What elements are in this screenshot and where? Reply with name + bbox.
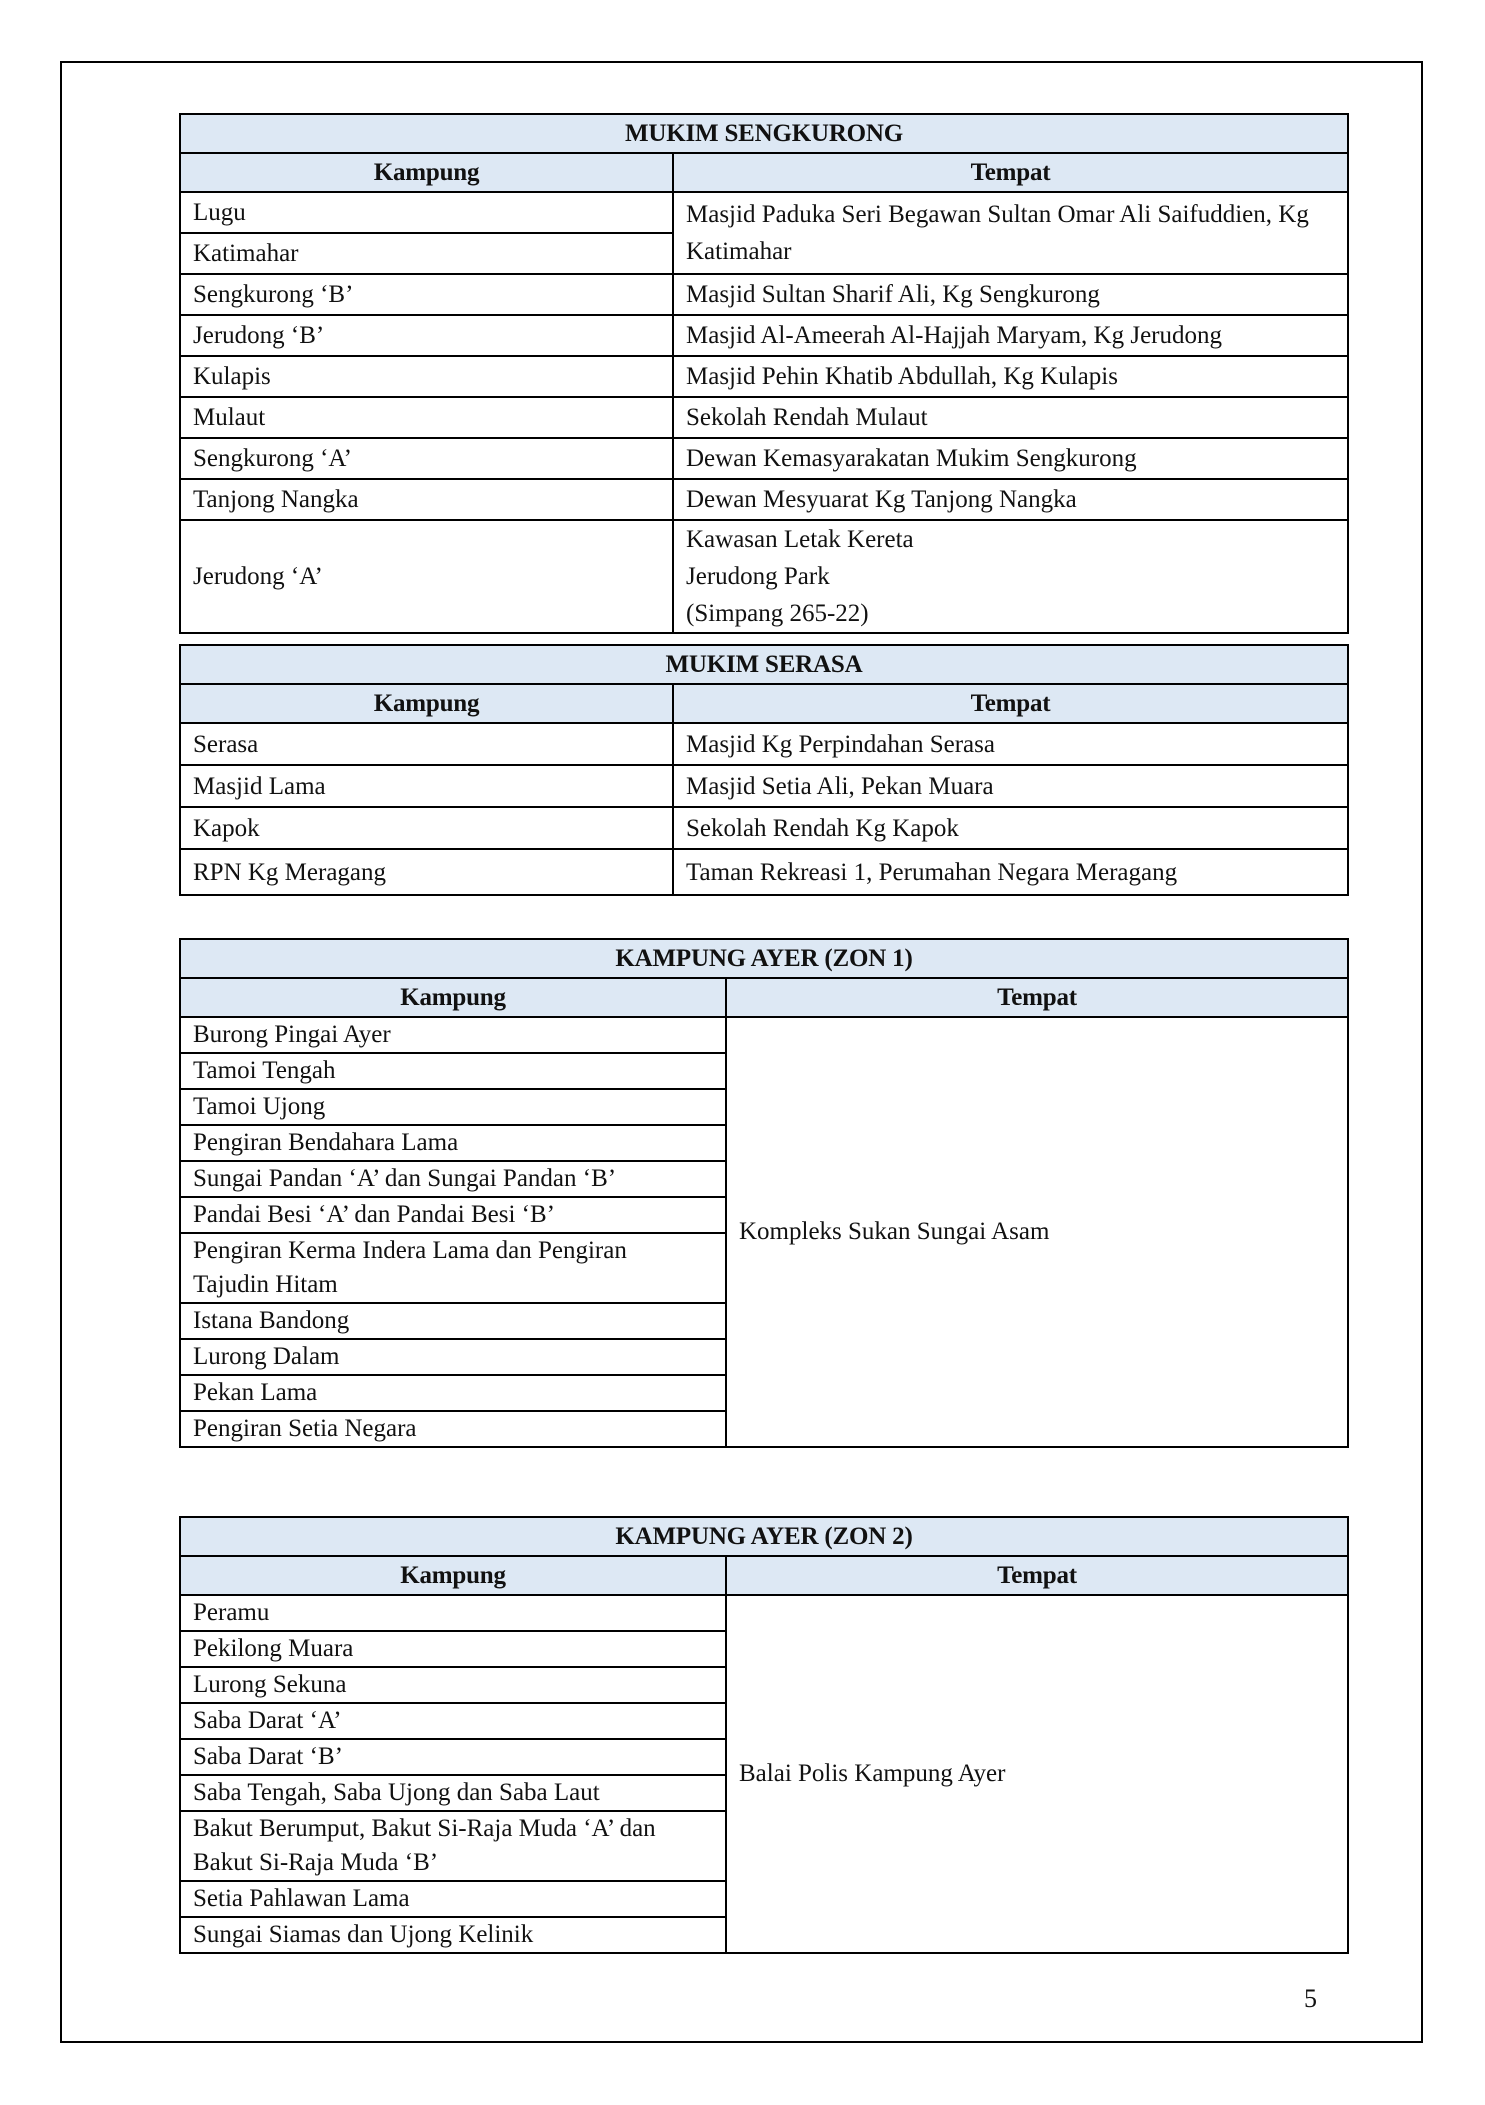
table-mukim-sengkurong [179, 113, 1349, 634]
kampung-cell: Sengkurong ‘B’ [180, 274, 673, 315]
kampung-cell: Katimahar [180, 233, 673, 274]
kampung-cell: Pengiran Setia Negara [180, 1411, 726, 1447]
tempat-cell: Masjid Paduka Seri Begawan Sultan Omar Ali Saifuddien, Kg Katimahar [673, 192, 1348, 274]
kampung-cell: Lurong Dalam [180, 1339, 726, 1375]
table-kampung-ayer-zon-1 [179, 938, 1349, 1448]
table-row [180, 397, 1348, 438]
tempat-cell: Masjid Sultan Sharif Ali, Kg Sengkurong [673, 274, 1348, 315]
table-row [180, 438, 1348, 479]
column-header-kampung: Kampung [180, 1556, 726, 1595]
kampung-cell: Setia Pahlawan Lama [180, 1881, 726, 1917]
tempat-cell: Sekolah Rendah Mulaut [673, 397, 1348, 438]
table-row [180, 849, 1348, 895]
column-header-tempat: Tempat [673, 153, 1348, 192]
kampung-cell: Burong Pingai Ayer [180, 1017, 726, 1053]
tempat-cell: Taman Rekreasi 1, Perumahan Negara Meragang [673, 849, 1348, 895]
kampung-cell: Serasa [180, 723, 673, 765]
kampung-cell: Pekan Lama [180, 1375, 726, 1411]
table-row [180, 1017, 1348, 1053]
tempat-cell: Kawasan Letak Kereta Jerudong Park (Simpang 265-22) [673, 520, 1348, 633]
page-number: 5 [1304, 1984, 1317, 2013]
kampung-cell: Pekilong Muara [180, 1631, 726, 1667]
kampung-cell: Kulapis [180, 356, 673, 397]
table-mukim-serasa [179, 644, 1349, 896]
column-header-tempat: Tempat [726, 1556, 1348, 1595]
kampung-cell: Kapok [180, 807, 673, 849]
kampung-cell: Masjid Lama [180, 765, 673, 807]
column-header-kampung: Kampung [180, 978, 726, 1017]
kampung-cell: Pengiran Bendahara Lama [180, 1125, 726, 1161]
kampung-cell: Jerudong ‘A’ [180, 520, 673, 633]
table-row [180, 315, 1348, 356]
table-title: KAMPUNG AYER (ZON 2) [180, 1517, 1348, 1556]
kampung-cell: Tamoi Tengah [180, 1053, 726, 1089]
kampung-cell: Peramu [180, 1595, 726, 1631]
kampung-cell: Tanjong Nangka [180, 479, 673, 520]
table-row [180, 807, 1348, 849]
tempat-cell: Masjid Kg Perpindahan Serasa [673, 723, 1348, 765]
kampung-cell: Saba Darat ‘B’ [180, 1739, 726, 1775]
table-row [180, 479, 1348, 520]
column-header-kampung: Kampung [180, 684, 673, 723]
table-title: MUKIM SENGKURONG [180, 114, 1348, 153]
tempat-cell: Kompleks Sukan Sungai Asam [726, 1017, 1348, 1447]
kampung-cell: Jerudong ‘B’ [180, 315, 673, 356]
table-row [180, 356, 1348, 397]
tempat-cell: Balai Polis Kampung Ayer [726, 1595, 1348, 1953]
table-title: MUKIM SERASA [180, 645, 1348, 684]
kampung-cell: RPN Kg Meragang [180, 849, 673, 895]
kampung-cell: Pandai Besi ‘A’ dan Pandai Besi ‘B’ [180, 1197, 726, 1233]
table-kampung-ayer-zon-2 [179, 1516, 1349, 1954]
kampung-cell: Sungai Pandan ‘A’ dan Sungai Pandan ‘B’ [180, 1161, 726, 1197]
table-row [180, 520, 1348, 633]
table-row [180, 1595, 1348, 1631]
kampung-cell: Sungai Siamas dan Ujong Kelinik [180, 1917, 726, 1953]
tempat-cell: Dewan Kemasyarakatan Mukim Sengkurong [673, 438, 1348, 479]
tempat-cell: Masjid Pehin Khatib Abdullah, Kg Kulapis [673, 356, 1348, 397]
table-title: KAMPUNG AYER (ZON 1) [180, 939, 1348, 978]
kampung-cell: Sengkurong ‘A’ [180, 438, 673, 479]
tempat-cell: Masjid Setia Ali, Pekan Muara [673, 765, 1348, 807]
kampung-cell: Tamoi Ujong [180, 1089, 726, 1125]
kampung-cell: Saba Darat ‘A’ [180, 1703, 726, 1739]
tempat-cell: Sekolah Rendah Kg Kapok [673, 807, 1348, 849]
column-header-tempat: Tempat [673, 684, 1348, 723]
table-row [180, 192, 1348, 233]
table-row [180, 723, 1348, 765]
kampung-cell: Saba Tengah, Saba Ujong dan Saba Laut [180, 1775, 726, 1811]
kampung-cell: Mulaut [180, 397, 673, 438]
tempat-cell: Masjid Al-Ameerah Al-Hajjah Maryam, Kg Jerudong [673, 315, 1348, 356]
column-header-tempat: Tempat [726, 978, 1348, 1017]
kampung-cell: Lurong Sekuna [180, 1667, 726, 1703]
tempat-cell: Dewan Mesyuarat Kg Tanjong Nangka [673, 479, 1348, 520]
kampung-cell: Istana Bandong [180, 1303, 726, 1339]
kampung-cell: Lugu [180, 192, 673, 233]
column-header-kampung: Kampung [180, 153, 673, 192]
kampung-cell: Pengiran Kerma Indera Lama dan Pengiran Tajudin Hitam [180, 1233, 726, 1303]
table-row [180, 765, 1348, 807]
table-row [180, 274, 1348, 315]
kampung-cell: Bakut Berumput, Bakut Si-Raja Muda ‘A’ dan Bakut Si-Raja Muda ‘B’ [180, 1811, 726, 1881]
